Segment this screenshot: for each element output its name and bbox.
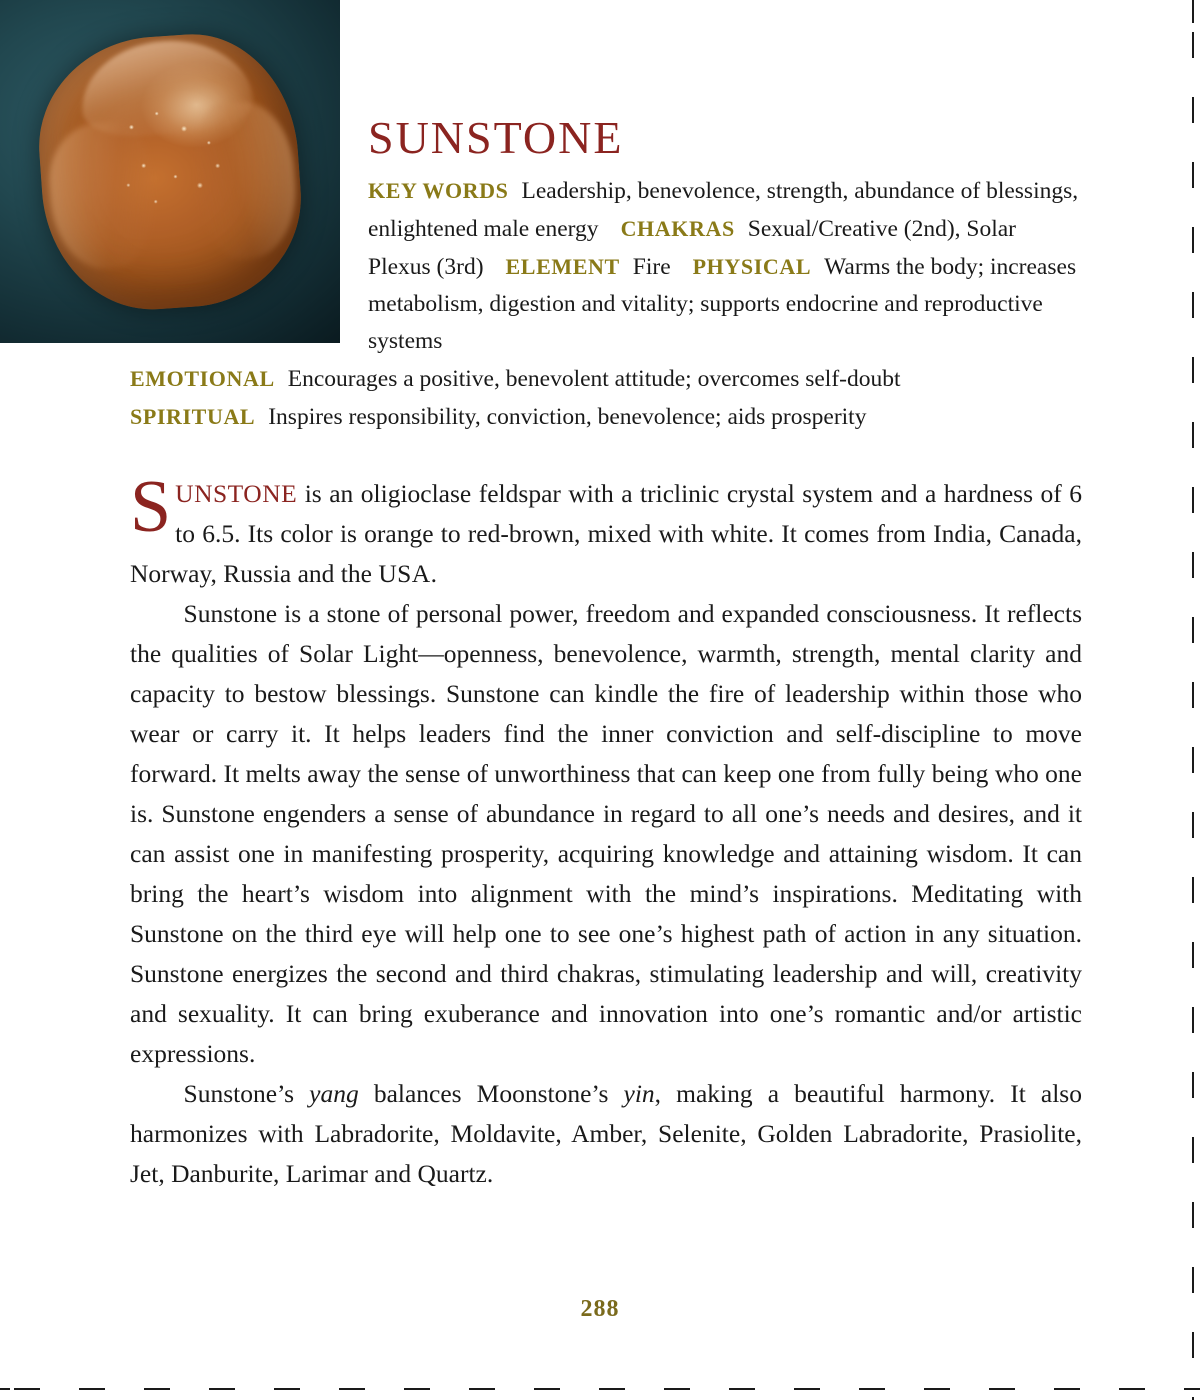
paragraph-1-usa: USA bbox=[378, 559, 431, 588]
paragraph-3-yang: yang bbox=[309, 1079, 359, 1108]
gem-properties-block bbox=[130, 172, 1080, 436]
property-value-physical: Warms the body; increases metabolism, digestion and vitality; supports endocrine and reproductive systems bbox=[368, 254, 1077, 354]
paragraph-3-yin: yin bbox=[623, 1079, 655, 1108]
bottom-edge-tick-marks bbox=[0, 1388, 1200, 1390]
property-value-spiritual: Inspires responsibility, conviction, benevolence; aids prosperity bbox=[268, 404, 867, 430]
paragraph-3-text-c: , making a beautiful harmony. It also harmonizes with Labradorite, Moldavite, Amber, Selenite, Golden Labradorite, Prasiolite, Jet, Danburite, Larimar and Quartz. bbox=[130, 1079, 1082, 1188]
property-value-emotional: Encourages a positive, benevolent attitude; overcomes self-doubt bbox=[287, 366, 901, 392]
article-body bbox=[130, 466, 1082, 1194]
paragraph-1-text-a: is an oligioclase feldspar with a triclinic crystal system and a hardness of 6 to 6.5. Its color is orange to red-brown, mixed with white. It comes from India, Canada, Norway, Russia and the bbox=[130, 479, 1082, 588]
properties-full-width-group bbox=[130, 360, 1080, 436]
property-label-key-words: KEY WORDS bbox=[368, 178, 509, 203]
property-label-chakras: CHAKRAS bbox=[620, 216, 735, 241]
paragraph-1-text-b: . bbox=[430, 559, 437, 588]
property-label-spiritual: SPIRITUAL bbox=[130, 404, 256, 429]
property-label-emotional: EMOTIONAL bbox=[130, 366, 275, 391]
page-number: 288 bbox=[580, 1296, 620, 1322]
property-value-key-words: Leadership, benevolence, strength, abundance of blessings, enlightened male energy bbox=[368, 178, 1079, 242]
paragraph-3-text-b: balances Moonstone’s bbox=[358, 1079, 624, 1108]
property-label-physical: PHYSICAL bbox=[692, 254, 812, 279]
property-value-element: Fire bbox=[632, 254, 671, 280]
body-paragraph-1 bbox=[130, 466, 1082, 594]
paragraph-3-text-a: Sunstone’s bbox=[183, 1079, 310, 1108]
right-edge-tick-marks bbox=[1192, 0, 1194, 1400]
drop-cap: S bbox=[130, 466, 172, 548]
page-title: SUNSTONE bbox=[368, 111, 624, 163]
paragraph-lead-in: UNSTONE bbox=[175, 479, 298, 508]
properties-indented-group bbox=[130, 172, 1080, 360]
property-value-chakras: Sexual/Creative (2nd), Solar Plexus (3rd) bbox=[368, 216, 1017, 280]
property-label-element: ELEMENT bbox=[505, 254, 620, 279]
body-paragraph-2: Sunstone is a stone of personal power, freedom and expanded consciousness. It reflects the qualities of Solar Light—openness, benevolence, warmth, strength, mental clarity and capacity to bestow blessings. Sunstone can kindle the fire of leadership within those who wear or carry it. It helps leaders find the inner conviction and self-discipline to move forward. It melts away the sense of unworthiness that can keep one from fully being who one is. Sunstone engenders a sense of abundance in regard to all one’s needs and desires, and it can assist one in manifesting prosperity, acquiring knowledge and attaining wisdom. It can bring the heart’s wisdom into alignment with the mind’s inspirations. Meditating with Sunstone on the third eye will help one to see one’s highest path of action in any situation. Sunstone energizes the second and third chakras, stimulating leadership and will, creativity and sexuality. It can bring exuberance and innovation into one’s romantic and/or artistic expressions. bbox=[130, 599, 1082, 1068]
body-paragraph-3 bbox=[130, 1074, 1082, 1194]
